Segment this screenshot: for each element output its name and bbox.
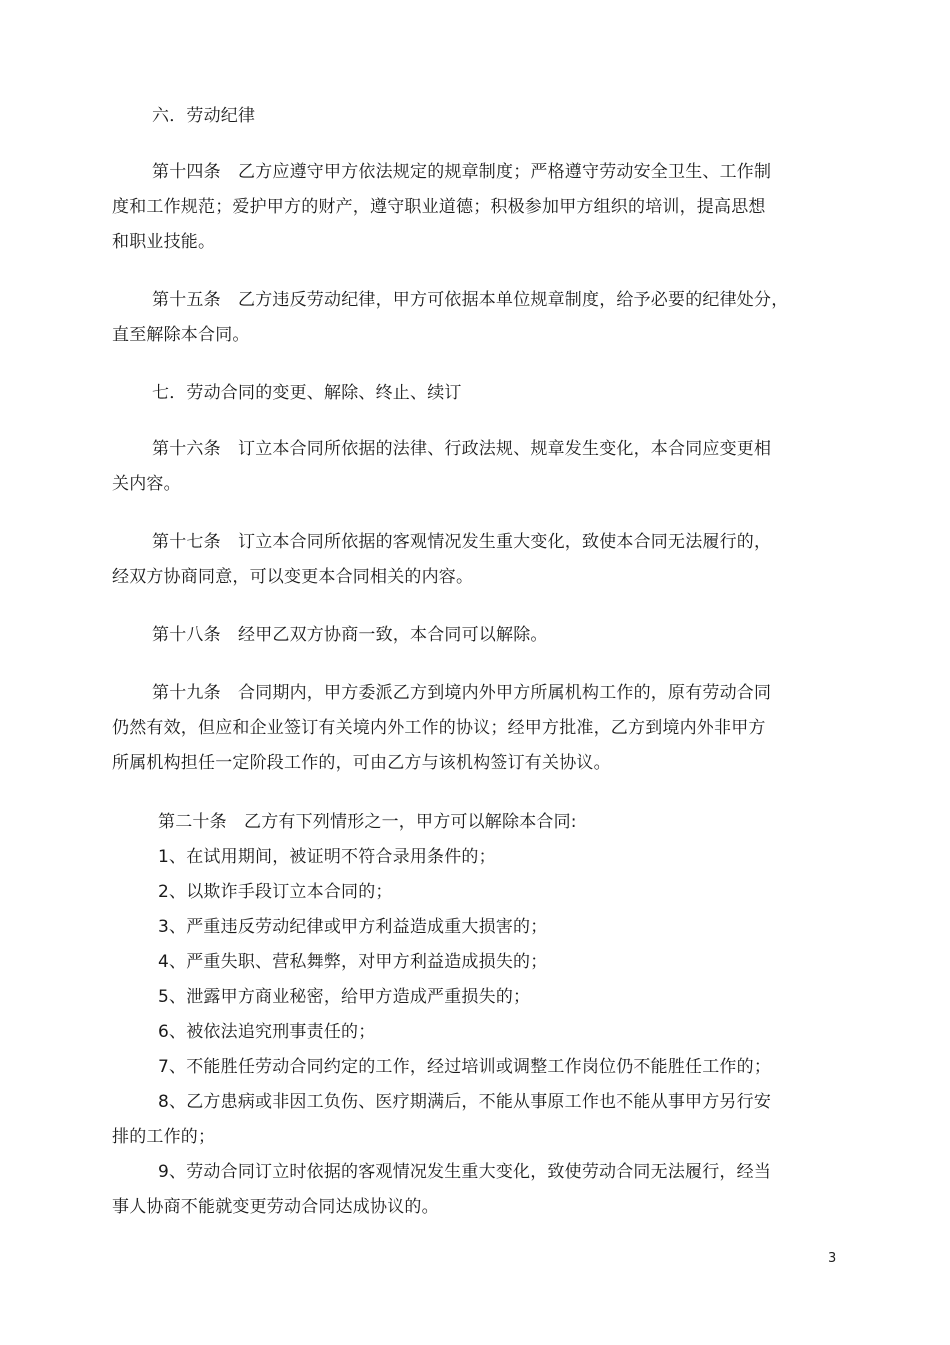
article-16-line-1: 第十六条 订立本合同所依据的法律、行政法规、规章发生变化，本合同应变更相 bbox=[152, 439, 772, 459]
article-16-line-2: 关内容。 bbox=[112, 474, 181, 494]
section-heading-contract-changes: 七．劳动合同的变更、解除、终止、续订 bbox=[152, 383, 462, 403]
list-item-continuation: 排的工作的； bbox=[112, 1127, 216, 1147]
article-14-line-2: 度和工作规范；爱护甲方的财产，遵守职业道德；积极参加甲方组织的培训，提高思想 bbox=[112, 197, 766, 217]
list-item-continuation: 事人协商不能就变更劳动合同达成协议的。 bbox=[112, 1197, 439, 1217]
list-item: 8、乙方患病或非因工负伤、医疗期满后，不能从事原工作也不能从事甲方另行安 bbox=[158, 1092, 772, 1112]
page-number: 3 bbox=[828, 1251, 837, 1266]
list-item: 7、不能胜任劳动合同约定的工作，经过培训或调整工作岗位仍不能胜任工作的； bbox=[158, 1057, 772, 1077]
list-item: 9、劳动合同订立时依据的客观情况发生重大变化，致使劳动合同无法履行，经当 bbox=[158, 1162, 772, 1182]
list-item: 1、在试用期间，被证明不符合录用条件的； bbox=[158, 847, 496, 867]
list-item: 4、严重失职、营私舞弊，对甲方利益造成损失的； bbox=[158, 952, 548, 972]
article-15-line-2: 直至解除本合同。 bbox=[112, 325, 250, 345]
list-item: 3、严重违反劳动纪律或甲方利益造成重大损害的； bbox=[158, 917, 548, 937]
list-item: 6、被依法追究刑事责任的； bbox=[158, 1022, 376, 1042]
article-19-line-2: 仍然有效，但应和企业签订有关境内外工作的协议；经甲方批准，乙方到境内外非甲方 bbox=[112, 718, 766, 738]
article-17-line-1: 第十七条 订立本合同所依据的客观情况发生重大变化，致使本合同无法履行的， bbox=[152, 532, 772, 552]
article-19-line-1: 第十九条 合同期内，甲方委派乙方到境内外甲方所属机构工作的，原有劳动合同 bbox=[152, 683, 772, 703]
list-item: 2、以欺诈手段订立本合同的； bbox=[158, 882, 393, 902]
article-19-line-3: 所属机构担任一定阶段工作的，可由乙方与该机构签订有关协议。 bbox=[112, 753, 611, 773]
list-item: 5、泄露甲方商业秘密，给甲方造成严重损失的； bbox=[158, 987, 531, 1007]
article-15-line-1: 第十五条 乙方违反劳动纪律，甲方可依据本单位规章制度，给予必要的纪律处分， bbox=[152, 290, 789, 310]
section-heading-labor-discipline: 六．劳动纪律 bbox=[152, 106, 256, 126]
article-18-line-1: 第十八条 经甲乙双方协商一致，本合同可以解除。 bbox=[152, 625, 548, 645]
article-20-intro: 第二十条 乙方有下列情形之一，甲方可以解除本合同: bbox=[158, 812, 577, 832]
article-14-line-3: 和职业技能。 bbox=[112, 232, 216, 252]
article-17-line-2: 经双方协商同意，可以变更本合同相关的内容。 bbox=[112, 567, 474, 587]
article-14-line-1: 第十四条 乙方应遵守甲方依法规定的规章制度；严格遵守劳动安全卫生、工作制 bbox=[152, 162, 772, 182]
